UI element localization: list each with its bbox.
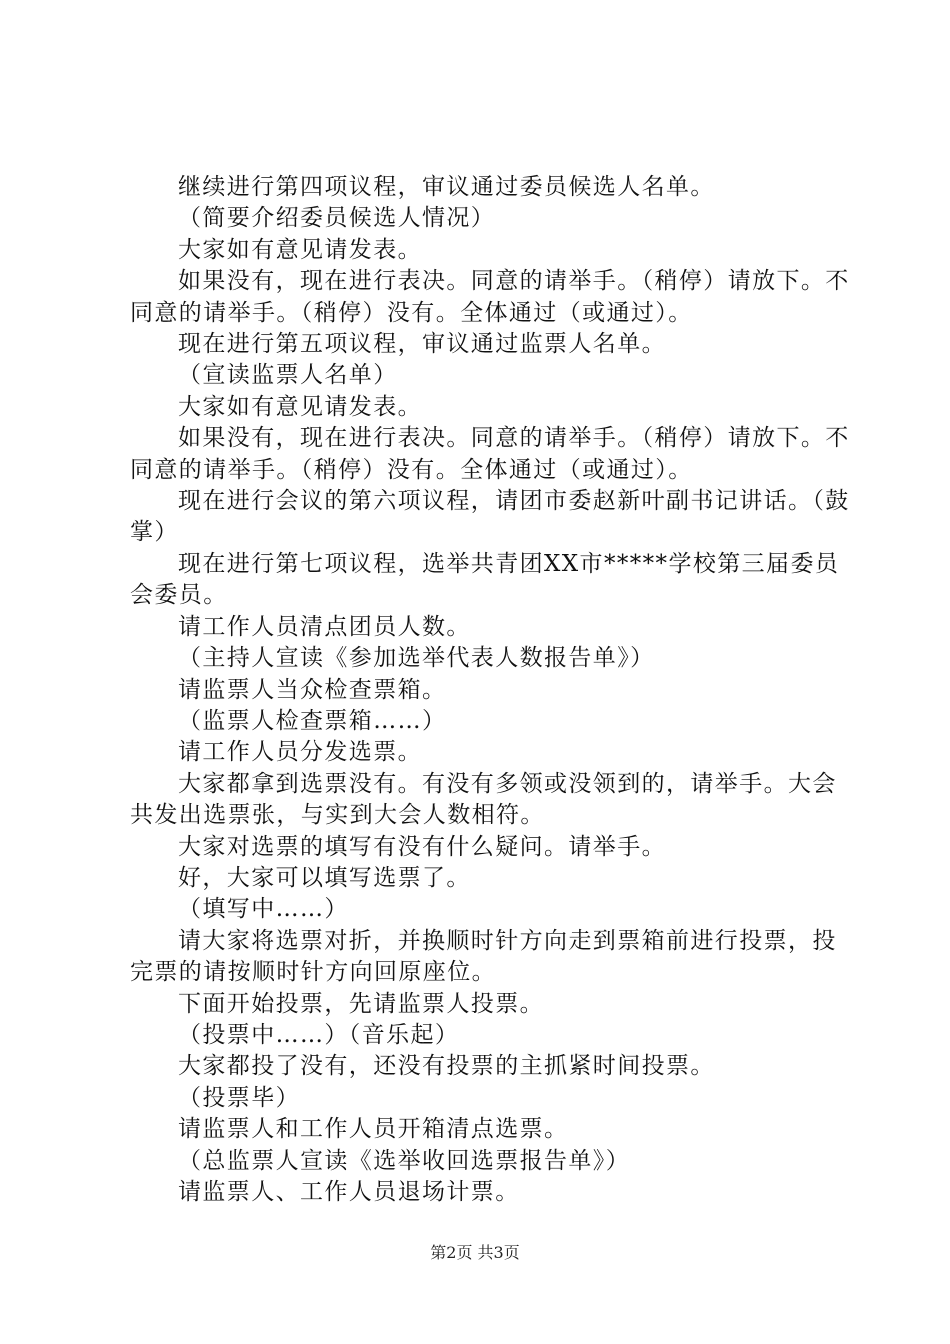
paragraph: 大家如有意见请发表。 bbox=[178, 393, 422, 420]
paragraph: 请工作人员分发选票。 bbox=[178, 739, 422, 766]
paragraph: 请大家将选票对折，并换顺时针方向走到票箱前进行投票，投完票的请按顺时针方向回原座位。 bbox=[130, 927, 837, 986]
paragraph: （主持人宣读《参加选举代表人数报告单》） bbox=[178, 645, 655, 672]
paragraph: 好，大家可以填写选票了。 bbox=[178, 864, 471, 891]
paragraph: 大家对选票的填写有没有什么疑问。请举手。 bbox=[178, 833, 666, 860]
paragraph: 下面开始投票，先请监票人投票。 bbox=[178, 990, 544, 1017]
page-number-footer: 第2页 共3页 bbox=[430, 1243, 520, 1262]
paragraph: （总监票人宣读《选举收回选票报告单》） bbox=[178, 1147, 631, 1174]
paragraph: 继续进行第四项议程，审议通过委员候选人名单。 bbox=[178, 174, 715, 200]
paragraph: 现在进行第七项议程，选举共青团XX市*****学校第三届委员会委员。 bbox=[130, 550, 840, 609]
document-body bbox=[130, 172, 850, 1208]
paragraph: （投票中……）（音乐起） bbox=[178, 1021, 460, 1048]
paragraph: 大家如有意见请发表。 bbox=[178, 236, 422, 263]
paragraph: 现在进行第五项议程，审议通过监票人名单。 bbox=[178, 331, 666, 358]
paragraph: 请监票人、工作人员退场计票。 bbox=[178, 1179, 520, 1205]
paragraph: 现在进行会议的第六项议程，请团市委赵新叶副书记讲话。（鼓掌） bbox=[130, 488, 850, 546]
paragraph: 请工作人员清点团员人数。 bbox=[178, 613, 471, 640]
paragraph: （填写中……） bbox=[178, 896, 349, 923]
paragraph: 请监票人和工作人员开箱清点选票。 bbox=[178, 1116, 569, 1143]
paragraph: 大家都拿到选票没有。有没有多领或没领到的，请举手。大会共发出选票张，与实到大会人数相符。 bbox=[130, 770, 837, 829]
paragraph: （简要介绍委员候选人情况） bbox=[178, 205, 496, 232]
paragraph: 请监票人当众检查票箱。 bbox=[178, 676, 447, 703]
paragraph: 如果没有，现在进行表决。同意的请举手。（稍停）请放下。不同意的请举手。（稍停）没有。全体通过（或通过）。 bbox=[130, 268, 850, 326]
paragraph: （监票人检查票箱……） bbox=[178, 707, 447, 734]
paragraph: （宣读监票人名单） bbox=[178, 362, 398, 389]
paragraph: 如果没有，现在进行表决。同意的请举手。（稍停）请放下。不同意的请举手。（稍停）没有。全体通过（或通过）。 bbox=[130, 425, 850, 483]
paragraph: 大家都投了没有，还没有投票的主抓紧时间投票。 bbox=[178, 1053, 715, 1080]
paragraph: （投票毕） bbox=[178, 1084, 300, 1111]
